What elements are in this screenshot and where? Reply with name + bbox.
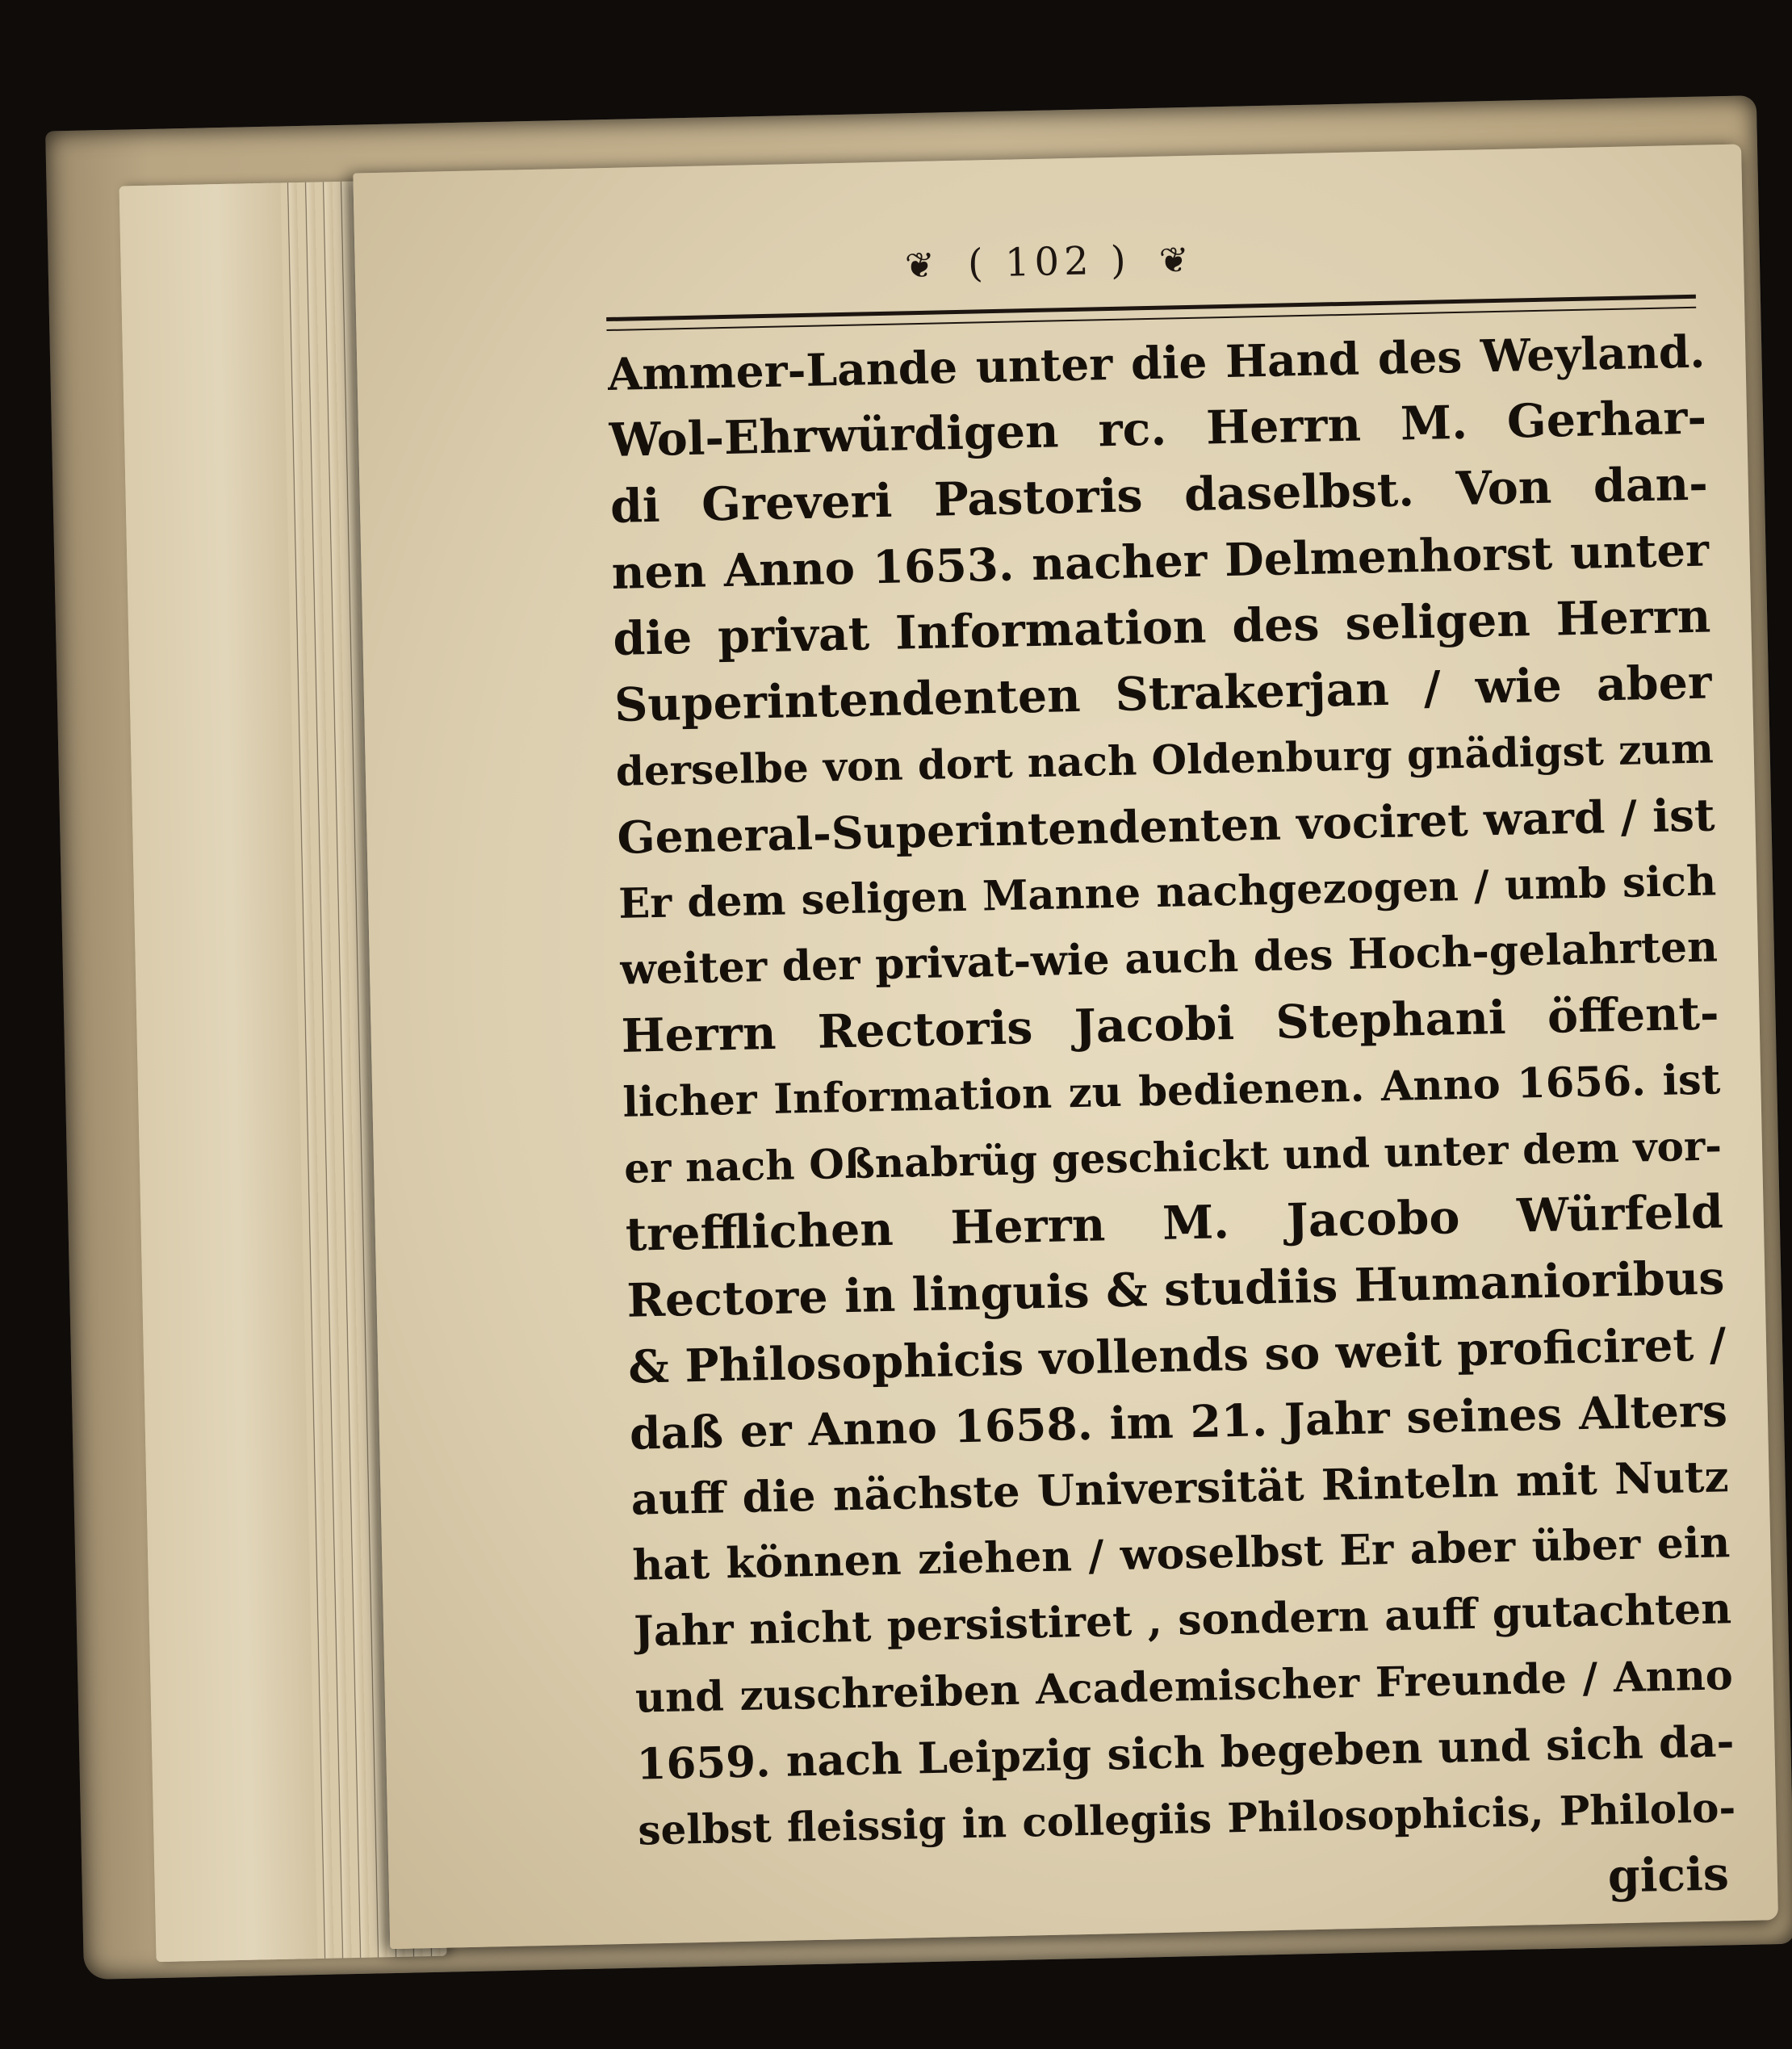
- text-line: licher Information zu bedienen. Anno 1656. ist: [622, 1055, 1721, 1127]
- right-ornament-icon: ❦: [1158, 239, 1195, 282]
- text-line: Herrn Rectoris Jacobi Stephani öffent-: [621, 986, 1720, 1063]
- text-line: die privat Information des seligen Herrn: [612, 589, 1711, 666]
- text-line: auff die nächste Universität Rinteln mit Nutz: [630, 1452, 1730, 1525]
- text-line: selbst fleissig in collegiis Philosophicis, Philolo-: [637, 1783, 1736, 1854]
- text-line: nen Anno 1653. nacher Delmenhorst unter: [611, 523, 1710, 600]
- book: [45, 95, 1792, 1988]
- text-line: Rectore in linguis & studiis Humanioribus: [626, 1251, 1726, 1328]
- text-line: 1659. nach Leipzig sich begeben und sich da-: [636, 1716, 1735, 1790]
- text-line: & Philosophicis vollends so weit proficiret /: [627, 1318, 1727, 1394]
- text-line: hat können ziehen / woselbst Er aber über ein: [631, 1518, 1731, 1590]
- left-ornament-icon: ❦: [904, 245, 940, 287]
- text-line: Er dem seligen Manne nachgezogen / umb sich: [618, 857, 1717, 928]
- page-header: [354, 225, 1744, 300]
- text-line: trefflichen Herrn M. Jacobo Würfeld: [625, 1184, 1724, 1262]
- body-text: [607, 319, 1738, 1930]
- text-line: Jahr nicht persistiret , sondern auff gutachten: [633, 1584, 1732, 1657]
- text-line: Superintendenten Strakerjan / wie aber: [613, 655, 1713, 732]
- page-number: ( 102 ): [967, 237, 1132, 287]
- text-line: di Greveri Pastoris daselbst. Von dan-: [609, 456, 1709, 534]
- text-line: Wol-Ehrwürdigen rc. Herrn M. Gerhar-: [608, 390, 1707, 468]
- printed-page: [353, 145, 1778, 1950]
- text-line: er nach Oßnabrüg geschickt und unter dem vor-: [623, 1121, 1723, 1192]
- text-line: und zuschreiben Academischer Freunde / Anno: [634, 1651, 1734, 1723]
- text-line: daß er Anno 1658. im 21. Jahr seines Alters: [629, 1384, 1728, 1460]
- catchword: gicis: [1607, 1846, 1730, 1904]
- text-line: derselbe von dort nach Oldenburg gnädigst zum: [615, 724, 1715, 795]
- text-line: General-Superintendenten vociret ward / ist: [616, 788, 1716, 864]
- text-line: weiter der privat-wie auch des Hoch-gelahrten: [619, 922, 1719, 995]
- text-line: Ammer-Lande unter die Hand des Weyland.: [606, 325, 1706, 401]
